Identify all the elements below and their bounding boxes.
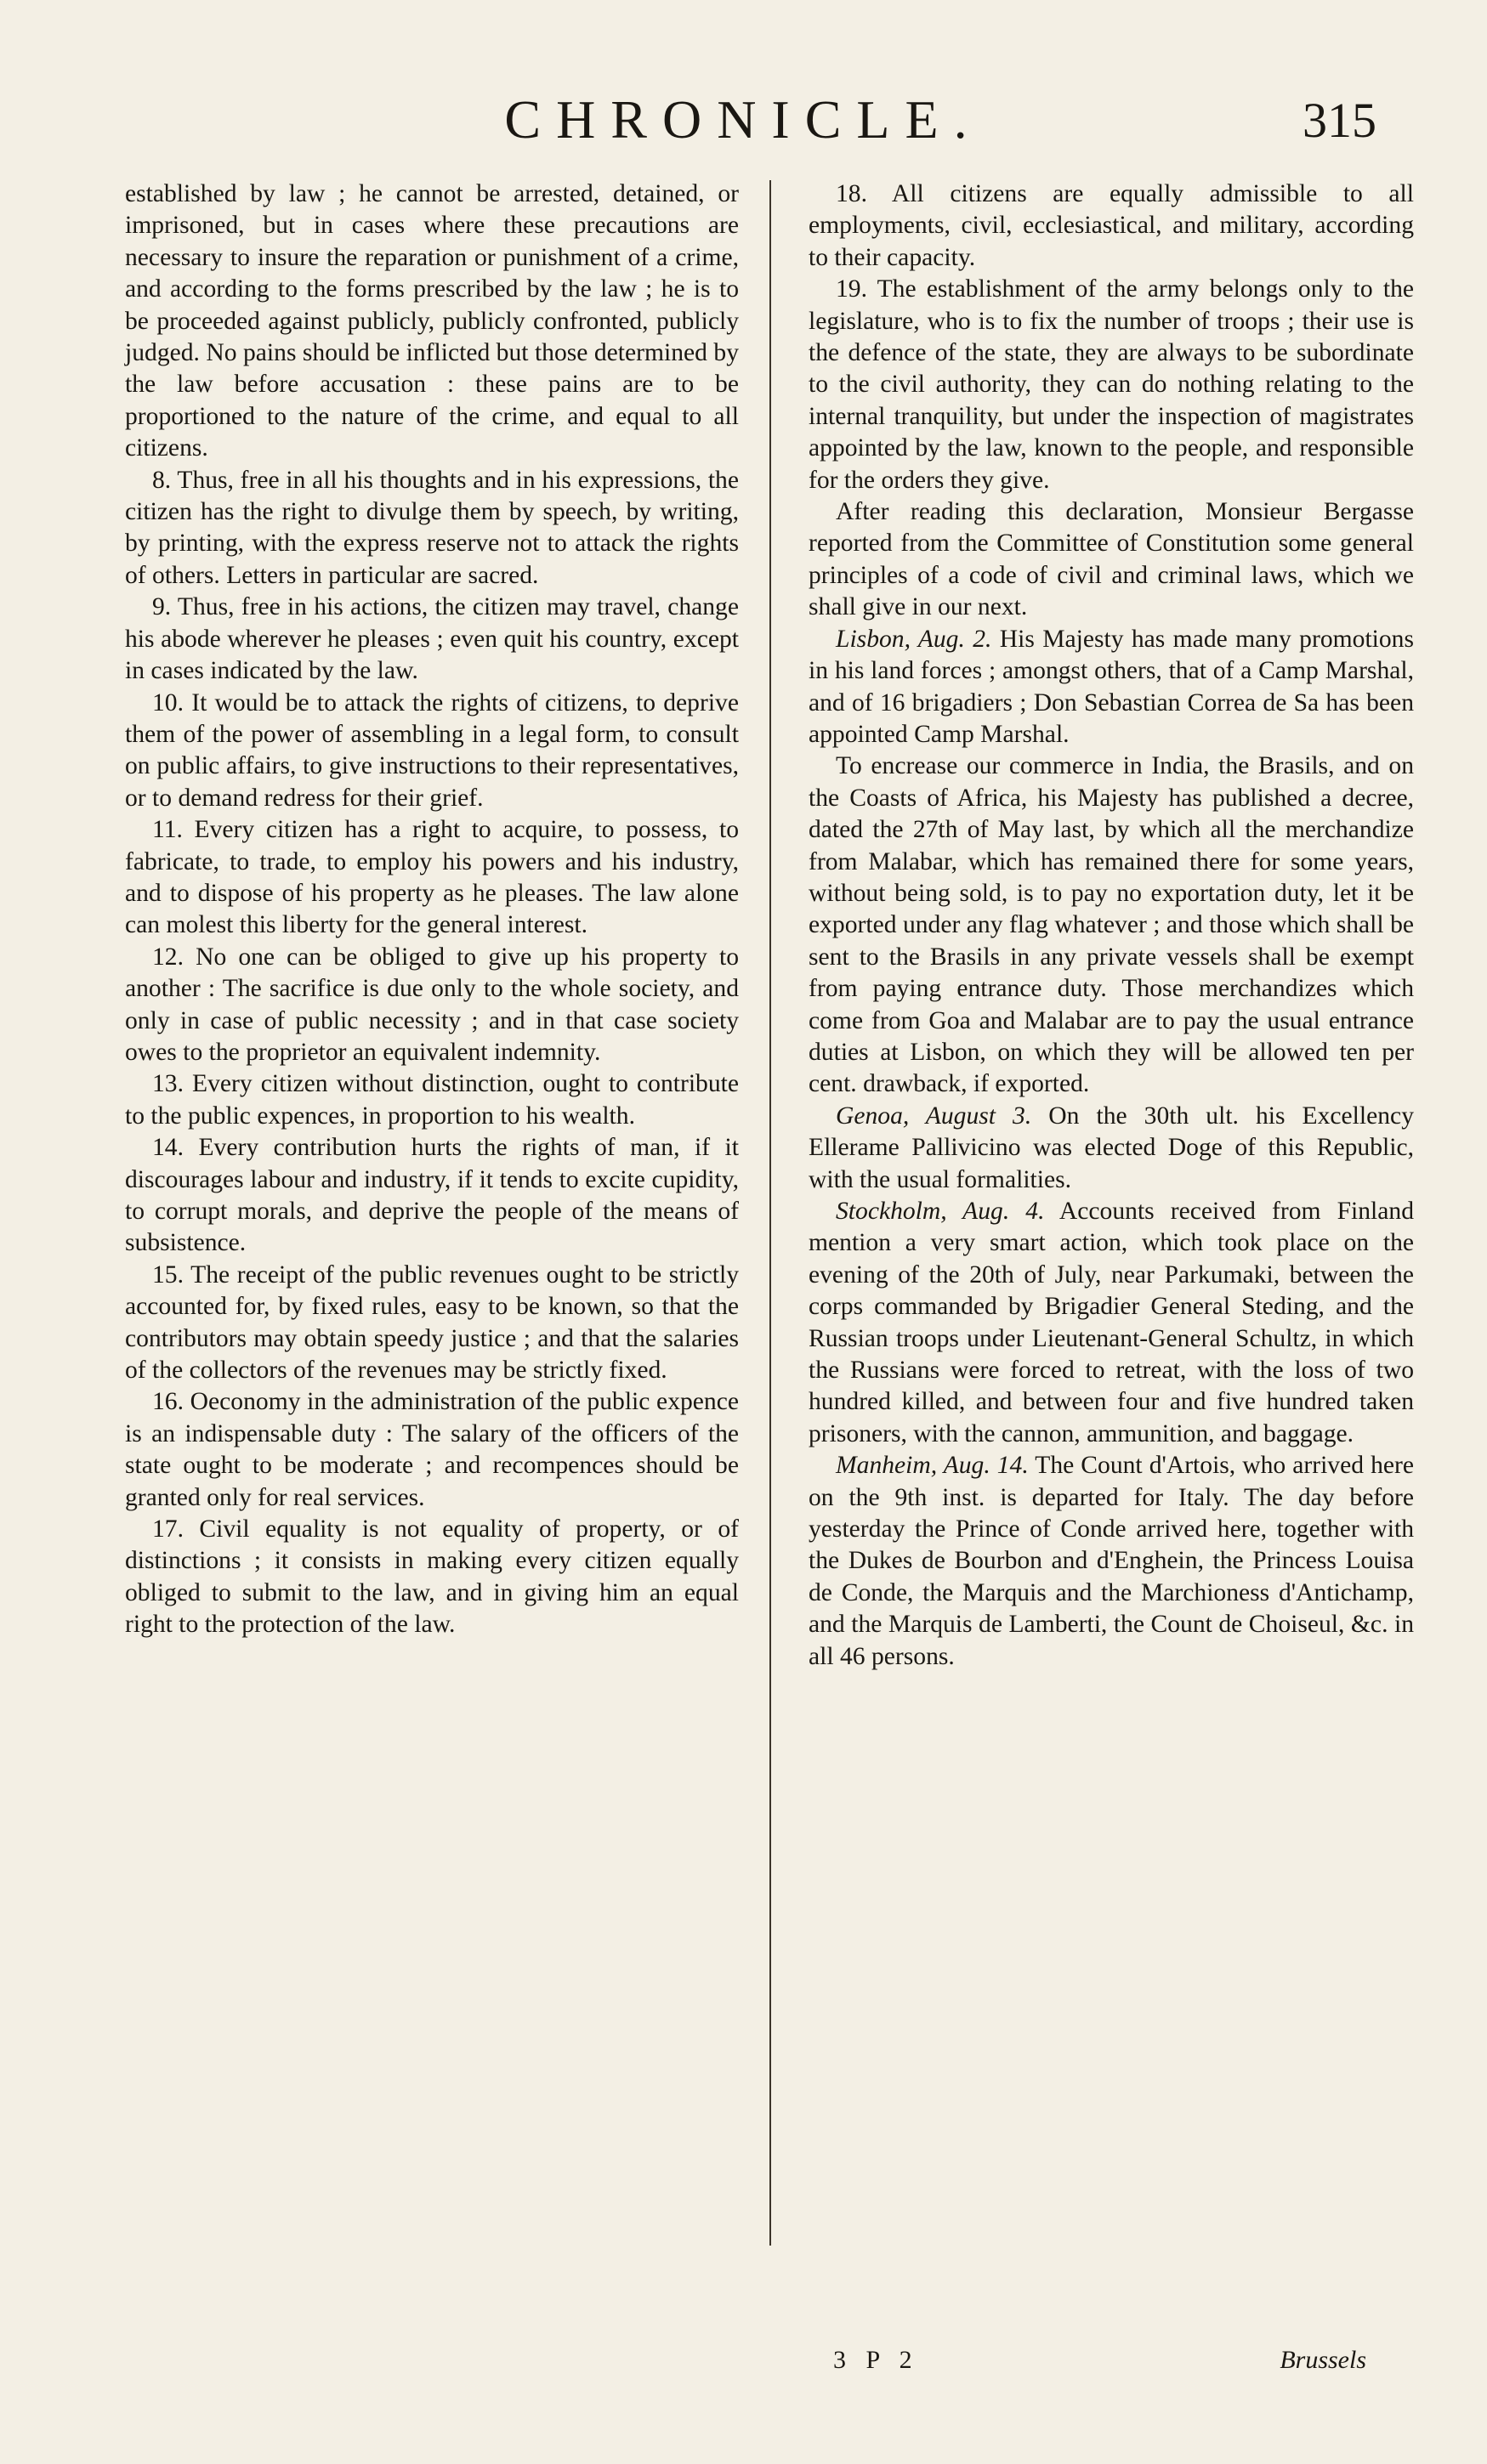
left-paragraph: 13. Every citizen without distinction, ought to contribute to the public expences, in proportion to his wealth. [125, 1070, 739, 1130]
right-paragraph [809, 496, 1414, 624]
left-paragraph: 15. The receipt of the public revenues ought to be strictly accounted for, by fixed rules, easy to be known, so that the contributors may obtain speedy justice ; and that the salaries of the collectors of the revenues may be strictly fixed. [125, 1260, 739, 1385]
left-paragraph: 9. Thus, free in his actions, the citizen may travel, change his abode wherever he pleases ; even quit his country, except in cases indicated by the law. [125, 593, 739, 685]
dateline: Stockholm, Aug. 4. [836, 1198, 1045, 1225]
column-divider [769, 180, 771, 2246]
right-paragraph-text: 18. All citizens are equally admissible to all employments, civil, ecclesiastical, and military, according to their capacity. [809, 180, 1414, 271]
page-footer [0, 2346, 1487, 2380]
right-paragraph-text: After reading this declaration, Monsieur Bergasse reported from the Committee of Constitution some general principles of a code of civil and criminal laws, which we shall give in our next. [809, 498, 1414, 621]
left-paragraph: established by law ; he cannot be arrested, detained, or imprisoned, but in cases where these precautions are necessary to insure the reparation or punishment of a crime, and according to the forms prescribed by the law ; he is to be proceeded against publicly, publicly confronted, publicly judged. No pains should be inflicted but those determined by the law before accusation : these pains are to be proportioned to the nature of the crime, and equal to all citizens. [125, 180, 739, 462]
dateline: Genoa, August 3. [836, 1102, 1032, 1130]
right-paragraph-text: On the 30th ult. his Excellency Ellerame Pallivicino was elected Doge of this Republic, with the usual formalities. [809, 1102, 1414, 1193]
left-paragraph: 8. Thus, free in all his thoughts and in his expressions, the citizen has the right to divulge them by speech, by writing, by printing, with the express reserve not to attack the rights of others. Letters in particular are sacred. [125, 466, 739, 589]
page-number: 315 [1303, 93, 1376, 148]
left-paragraph: 10. It would be to attack the rights of citizens, to deprive them of the power of assembling in a legal form, to consult on public affairs, to give instructions to their representatives, or to demand redress for their grief. [125, 688, 739, 812]
left-paragraph: 11. Every citizen has a right to acquire, to possess, to fabricate, to trade, to employ his powers and his industry, and to dispose of his property as he pleases. The law alone can molest this liberty for the general interest. [125, 816, 739, 939]
left-paragraph: 17. Civil equality is not equality of property, or of distinctions ; it consists in making every citizen equally obliged to submit to the law, and in giving him an equal right to the protection of the law. [125, 1515, 739, 1639]
catchword: Brussels [1280, 2346, 1366, 2374]
right-paragraph [809, 1196, 1414, 1450]
page-title: CHRONICLE. [504, 89, 983, 150]
right-paragraph [809, 274, 1414, 496]
right-paragraph-text: To encrease our commerce in India, the Brasils, and on the Coasts of Africa, his Majesty has published a decree, dated the 27th of May last, by which all the merchandize from Malabar, which has remained there for some years, without being sold, is to pay no exportation duty, let it be exported under any flag whatever ; and those which shall be sent to the Brasils in any private vessels shall be exempt from paying entrance duty. Those merchandizes which come from Goa and Malabar are to pay the usual entrance duties at Lisbon, on which they will be allowed ten per cent. drawback, if exported. [809, 752, 1414, 1098]
right-paragraph [809, 1450, 1414, 1673]
right-paragraph-text: Accounts received from Finland mention a very smart action, which took place on the evening of the 20th of July, near Parkumaki, between the corps commanded by Brigadier General Steding, and the Russian troops under Lieutenant-General Schultz, in which the Russians were forced to retreat, with the loss of two hundred killed, and between four and five hundred taken prisoners, with the cannon, ammunition, and baggage. [809, 1198, 1414, 1447]
right-paragraph [809, 1101, 1414, 1196]
left-paragraph: 16. Oeconomy in the administration of the public expence is an indispensable duty : The salary of the officers of the state ought to be moderate ; and recompences should be granted only for real services. [125, 1388, 739, 1511]
signature-mark: 3 P 2 [833, 2346, 919, 2374]
right-paragraph-text: 19. The establishment of the army belongs only to the legislature, who is to fix the number of troops ; their use is the defence of the state, they are always to be subordinate to the civil authority, they can do nothing relating to the internal tranquility, but under the inspection of magistrates appointed by the law, known to the people, and responsible for the orders they give. [809, 275, 1414, 494]
left-paragraph: 14. Every contribution hurts the rights of man, if it discourages labour and industry, if it tends to excite cupidity, to corrupt morals, and deprive the people of the means of subsistence. [125, 1134, 739, 1257]
dateline: Manheim, Aug. 14. [836, 1452, 1029, 1480]
masthead [0, 85, 1487, 161]
left-column [125, 178, 739, 1641]
right-paragraph [809, 624, 1414, 751]
right-paragraph-text: The Count d'Artois, who arrived here on the 9th inst. is departed for Italy. The day before yesterday the Prince of Conde arrived here, together with the Dukes de Bourbon and d'Enghein, the Princess Louisa de Conde, the Marquis and the Marchioness d'Antichamp, and the Marquis de Lamberti, the Count de Choiseul, &c. in all 46 persons. [809, 1452, 1414, 1670]
left-paragraph: 12. No one can be obliged to give up his property to another : The sacrifice is due only to the whole society, and only in case of public necessity ; and in that case society owes to the proprietor an equivalent indemnity. [125, 943, 739, 1066]
right-paragraph [809, 178, 1414, 274]
right-paragraph [809, 751, 1414, 1100]
right-column [809, 178, 1414, 1673]
dateline: Lisbon, Aug. 2. [836, 625, 992, 653]
right-paragraph-text: His Majesty has made many promotions in his land forces ; amongst others, that of a Camp Marshal, and of 16 brigadiers ; Don Sebastian Correa de Sa has been appointed Camp Marshal. [809, 625, 1414, 748]
